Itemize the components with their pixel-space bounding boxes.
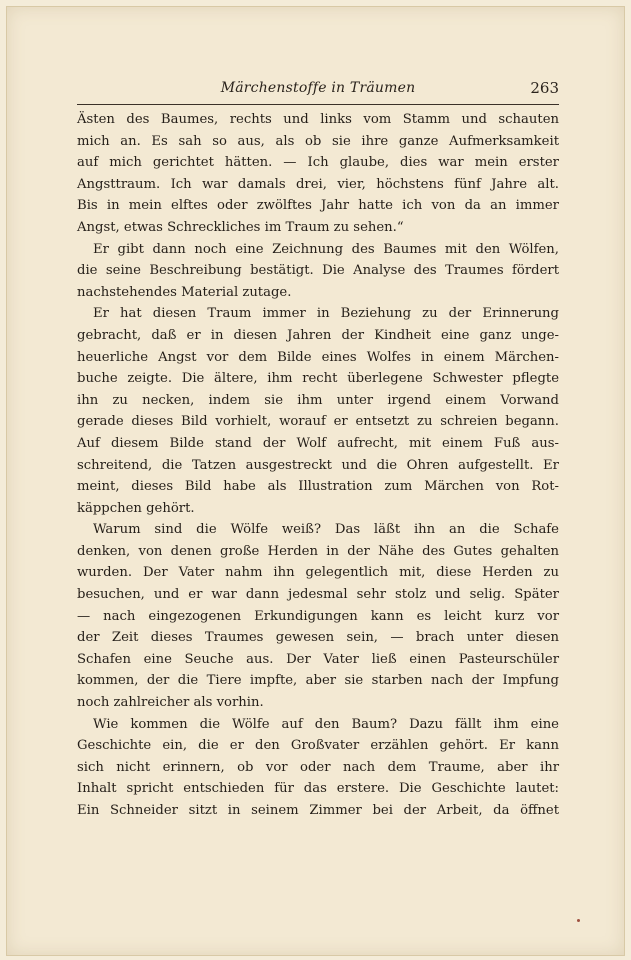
text-line: heuerliche Angst vor dem Bilde eines Wolfes in einem Märchen- bbox=[77, 349, 559, 365]
text-line: kommen, der die Tiere impfte, aber sie starben nach der Impfung bbox=[77, 673, 559, 689]
text-line: nachstehendes Material zutage. bbox=[77, 284, 292, 300]
text-line: Warum sind die Wölfe weiß? Das läßt ihn an die Schafe bbox=[93, 522, 559, 538]
text-line: wurden. Der Vater nahm ihn gelegentlich mit, diese Herden zu bbox=[77, 565, 559, 581]
text-line: gerade dieses Bild vorhielt, worauf er entsetzt zu schreien begann. bbox=[77, 414, 559, 430]
text-line: Ästen des Baumes, rechts und links vom Stamm und schauten bbox=[77, 112, 559, 127]
text-line: schreitend, die Tatzen ausgestreckt und die Ohren aufgestellt. Er bbox=[77, 457, 559, 473]
text-line: die seine Beschreibung bestätigt. Die Analyse des Traumes fördert bbox=[77, 263, 559, 279]
text-line: Er gibt dann noch eine Zeichnung des Baumes mit den Wölfen, bbox=[93, 241, 559, 257]
text-line: Inhalt spricht entschieden für das erstere. Die Geschichte lautet: bbox=[77, 781, 559, 797]
text-line: Schafen eine Seuche aus. Der Vater ließ einen Pasteurschüler bbox=[77, 651, 559, 667]
text-line: Geschichte ein, die er den Großvater erzählen gehört. Er kann bbox=[77, 738, 559, 754]
text-line: mich an. Es sah so aus, als ob sie ihre ganze Aufmerksamkeit bbox=[77, 133, 559, 149]
text-line: meint, dieses Bild habe als Illustration zum Märchen von Rot- bbox=[77, 479, 559, 495]
text-line: Angsttraum. Ich war damals drei, vier, höchstens fünf Jahre alt. bbox=[77, 176, 559, 192]
text-line: noch zahlreicher als vorhin. bbox=[77, 695, 264, 711]
text-line: Wie kommen die Wölfe auf den Baum? Dazu fällt ihm eine bbox=[93, 716, 559, 732]
text-line: Bis in mein elftes oder zwölftes Jahr hatte ich von da an immer bbox=[77, 198, 559, 214]
text-line: besuchen, und er war dann jedesmal sehr stolz und selig. Später bbox=[77, 587, 559, 603]
text-line: der Zeit dieses Traumes gewesen sein, — brach unter diesen bbox=[77, 630, 559, 646]
text-line: ihn zu necken, indem sie ihm unter irgend einem Vorwand bbox=[77, 392, 559, 408]
text-line: Er hat diesen Traum immer in Beziehung zu der Erinnerung bbox=[93, 306, 559, 322]
text-line: käppchen gehört. bbox=[77, 500, 195, 516]
body-text bbox=[77, 109, 559, 822]
text-line: gebracht, daß er in diesen Jahren der Kindheit eine ganz unge- bbox=[77, 327, 559, 343]
text-line: denken, von denen große Herden in der Nähe des Gutes gehalten bbox=[77, 543, 559, 559]
text-line: Ein Schneider sitzt in seinem Zimmer bei der Arbeit, da öffnet bbox=[77, 803, 559, 818]
text-line: sich nicht erinnern, ob vor oder nach dem Traume, aber ihr bbox=[77, 759, 559, 775]
text-line: buche zeigte. Die ältere, ihm recht überlegene Schwester pflegte bbox=[77, 371, 559, 387]
running-header bbox=[77, 80, 559, 105]
text-line: Auf diesem Bilde stand der Wolf aufrecht, mit einem Fuß aus- bbox=[77, 435, 559, 451]
text-line: Angst, etwas Schreckliches im Traum zu sehen.“ bbox=[77, 219, 404, 235]
running-title: Märchenstoffe in Träumen bbox=[220, 80, 416, 96]
paper-speck bbox=[577, 919, 580, 922]
text-line: auf mich gerichtet hätten. — Ich glaube, dies war mein erster bbox=[77, 155, 559, 171]
page-number: 263 bbox=[530, 79, 559, 97]
text-line: — nach eingezogenen Erkundigungen kann es leicht kurz vor bbox=[77, 608, 559, 624]
